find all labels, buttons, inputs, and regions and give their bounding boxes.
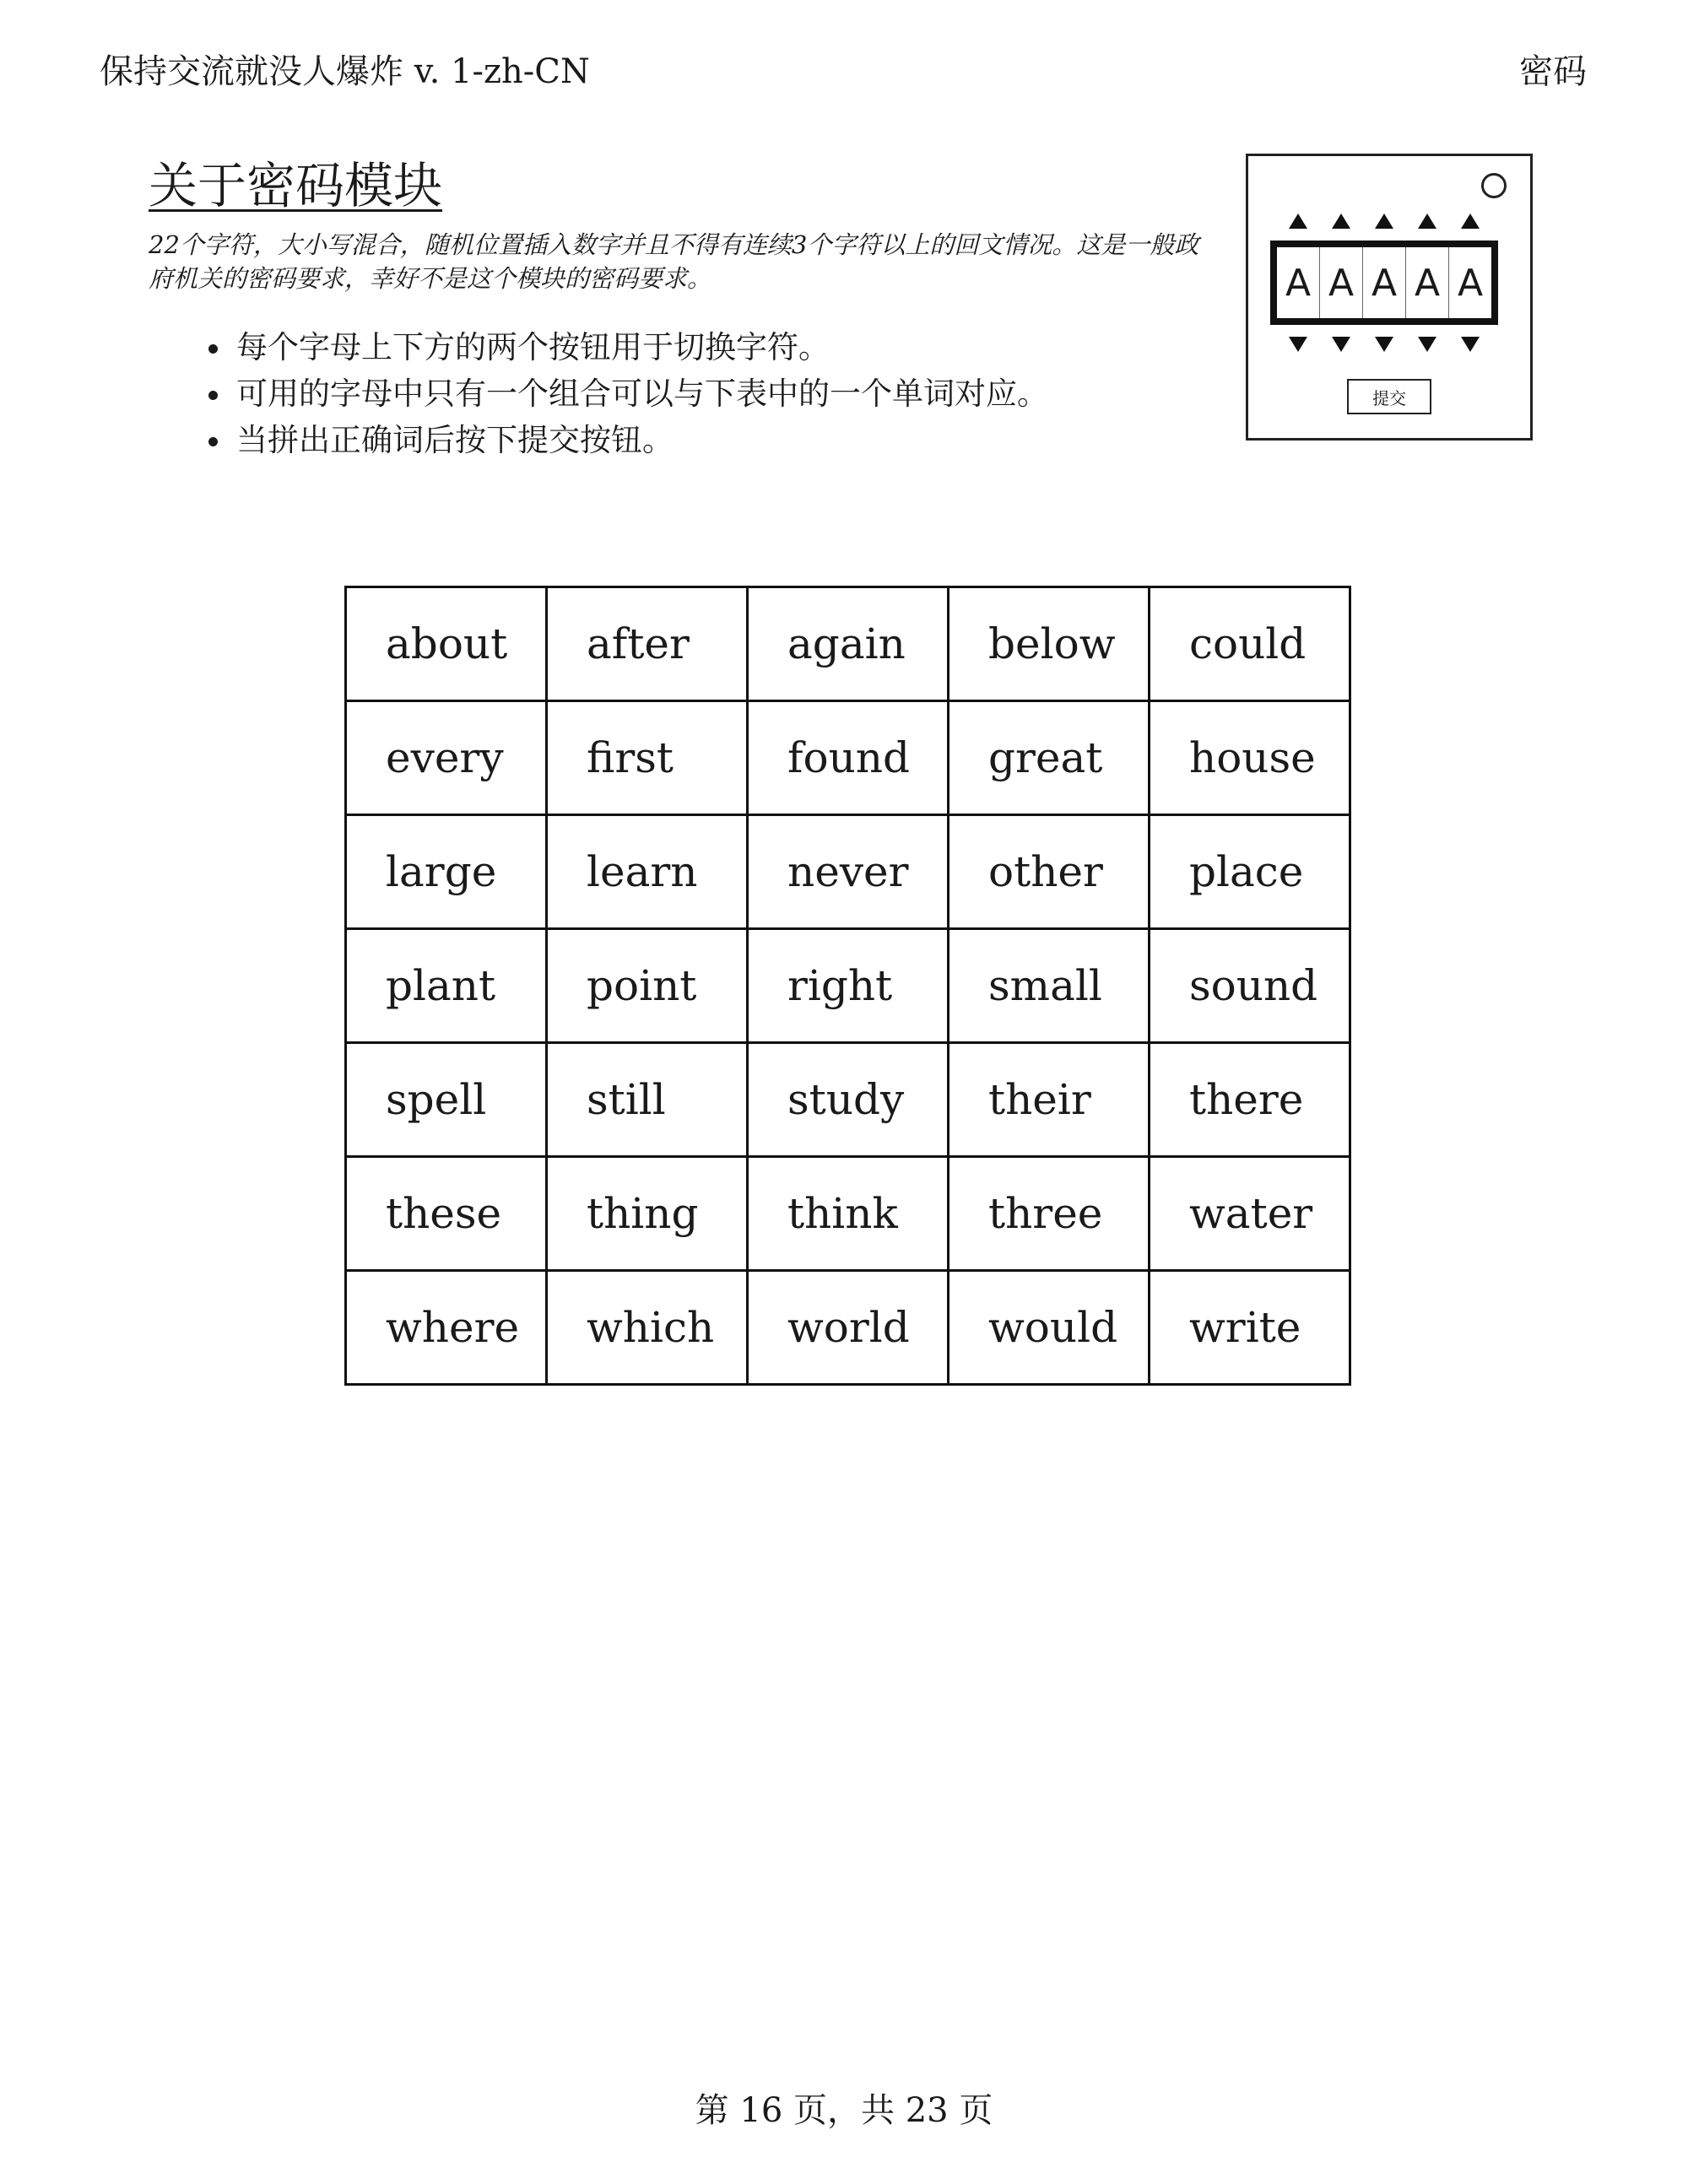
table-cell: first — [547, 701, 748, 815]
table-cell: still — [547, 1043, 748, 1157]
down-arrow-icon — [1375, 337, 1393, 352]
manual-title: 保持交流就没人爆炸 v. 1-zh-CN — [100, 52, 590, 91]
table-cell: think — [748, 1157, 949, 1271]
password-module-figure — [1246, 154, 1533, 441]
table-cell: spell — [346, 1043, 547, 1157]
table-cell: great — [949, 701, 1150, 815]
word-table — [344, 586, 1351, 1386]
table-cell: study — [748, 1043, 949, 1157]
up-arrow-icon — [1289, 214, 1307, 229]
table-cell: plant — [346, 929, 547, 1043]
flavor-text: 22个字符，大小写混合，随机位置插入数字并且不得有连续3个字符以上的回文情况。这是一般政府机关的密码要求，幸好不是这个模块的密码要求。 — [149, 230, 1199, 293]
table-row — [346, 1157, 1350, 1271]
table-cell: again — [748, 587, 949, 701]
up-arrow-icon — [1332, 214, 1350, 229]
section-name: 密码 — [1519, 52, 1587, 91]
table-cell: other — [949, 815, 1150, 929]
table-cell: which — [547, 1271, 748, 1385]
table-row — [346, 1043, 1350, 1157]
up-arrow-row — [1289, 214, 1508, 230]
table-cell: where — [346, 1271, 547, 1385]
table-cell: never — [748, 815, 949, 929]
table-cell: these — [346, 1157, 547, 1271]
table-cell: there — [1150, 1043, 1350, 1157]
table-cell: write — [1150, 1271, 1350, 1385]
table-row — [346, 701, 1350, 815]
table-row — [346, 587, 1350, 701]
table-cell: house — [1150, 701, 1350, 815]
table-cell: their — [949, 1043, 1150, 1157]
letter-display — [1270, 241, 1498, 325]
table-cell: water — [1150, 1157, 1350, 1271]
letter-slot: A — [1406, 247, 1449, 318]
page-title: 关于密码模块 — [149, 157, 443, 214]
up-arrow-icon — [1418, 214, 1436, 229]
letter-slot: A — [1363, 247, 1406, 318]
up-arrow-icon — [1375, 214, 1393, 229]
up-arrow-icon — [1461, 214, 1480, 229]
table-cell: learn — [547, 815, 748, 929]
submit-button-illustration: 提交 — [1347, 379, 1431, 414]
down-arrow-icon — [1418, 337, 1436, 352]
down-arrow-row — [1289, 337, 1508, 354]
table-cell: after — [547, 587, 748, 701]
instruction-item: • 每个字母上下方的两个按钮用于切换字符。 — [233, 324, 1246, 370]
letter-slot: A — [1457, 261, 1484, 305]
table-row — [346, 815, 1350, 929]
table-cell: below — [949, 587, 1150, 701]
table-cell: three — [949, 1157, 1150, 1271]
table-cell: point — [547, 929, 748, 1043]
down-arrow-icon — [1332, 337, 1350, 352]
table-row — [346, 1271, 1350, 1385]
instruction-item: • 可用的字母中只有一个组合可以与下表中的一个单词对应。 — [233, 370, 1246, 417]
table-cell: sound — [1150, 929, 1350, 1043]
table-cell: could — [1150, 587, 1350, 701]
letter-slot: A — [1277, 247, 1320, 318]
table-cell: right — [748, 929, 949, 1043]
table-cell: about — [346, 587, 547, 701]
table-cell: place — [1150, 815, 1350, 929]
status-led-icon — [1481, 173, 1507, 198]
down-arrow-icon — [1289, 337, 1307, 352]
instruction-item: • 当拼出正确词后按下提交按钮。 — [233, 417, 1246, 463]
table-cell: large — [346, 815, 547, 929]
page-number: 第 16 页，共 23 页 — [695, 2091, 993, 2130]
table-cell: thing — [547, 1157, 748, 1271]
table-cell: found — [748, 701, 949, 815]
table-cell: small — [949, 929, 1150, 1043]
letter-slot: A — [1320, 247, 1363, 318]
down-arrow-icon — [1461, 337, 1480, 352]
table-cell: every — [346, 701, 547, 815]
table-row — [346, 929, 1350, 1043]
instruction-list — [177, 324, 1246, 463]
table-cell: world — [748, 1271, 949, 1385]
table-cell: would — [949, 1271, 1150, 1385]
